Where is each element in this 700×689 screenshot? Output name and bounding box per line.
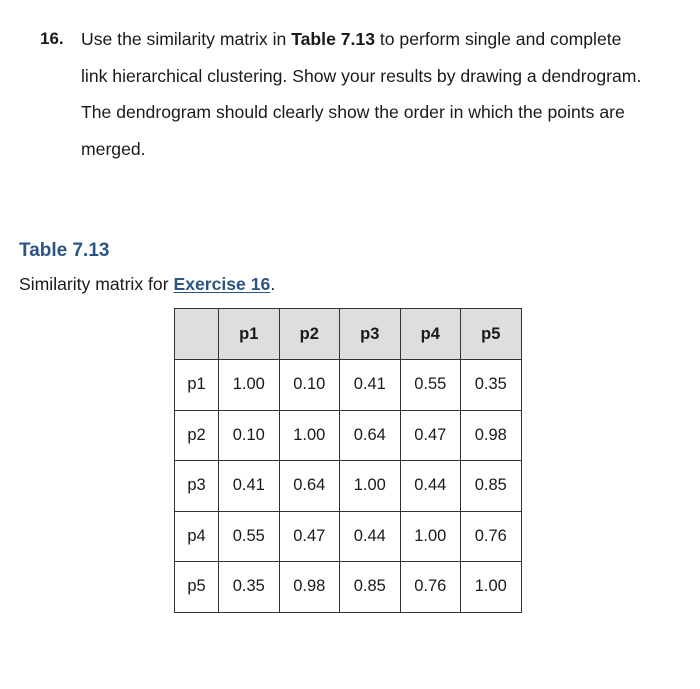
- table-cell: 0.35: [461, 360, 522, 411]
- table-cell: 0.85: [461, 461, 522, 512]
- exercise-line-1-text-b: to perform single and complete: [374, 29, 622, 49]
- exercise-line-2: link hierarchical clustering. Show your results by drawing a dendrogram.: [81, 65, 642, 86]
- table-row: [175, 511, 522, 562]
- table-row: [175, 360, 522, 411]
- table-cell: 0.55: [400, 360, 461, 411]
- row-header: p3: [175, 461, 219, 512]
- table-cell: 1.00: [400, 511, 461, 562]
- table-cell: 0.98: [279, 562, 340, 613]
- exercise-line-1: [81, 21, 681, 58]
- header-row: [175, 309, 522, 360]
- table-reference: Table 7.13: [291, 29, 375, 49]
- similarity-matrix-table: [174, 308, 522, 613]
- table-cell: 0.44: [400, 461, 461, 512]
- table-row: [175, 461, 522, 512]
- table-cell: 0.41: [340, 360, 401, 411]
- exercise-text: [81, 21, 681, 167]
- exercise-line-1-text-a: Use the similarity matrix in: [81, 29, 292, 49]
- exercise-line-4: merged.: [81, 138, 146, 159]
- table-cell: 0.76: [461, 511, 522, 562]
- table-row: [175, 410, 522, 461]
- table-cell: 0.44: [340, 511, 401, 562]
- column-header: p4: [400, 309, 461, 360]
- table-title: Table 7.13: [19, 240, 110, 261]
- table-cell: 1.00: [461, 562, 522, 613]
- table-cell: 0.55: [219, 511, 280, 562]
- column-header: p1: [219, 309, 280, 360]
- table-caption: [19, 274, 275, 295]
- row-header: p1: [175, 360, 219, 411]
- caption-prefix: Similarity matrix for: [19, 274, 174, 294]
- caption-suffix: .: [270, 274, 276, 294]
- column-header: p5: [461, 309, 522, 360]
- table-cell: 0.64: [279, 461, 340, 512]
- row-header: p4: [175, 511, 219, 562]
- table-cell: 0.35: [219, 562, 280, 613]
- table-cell: 0.64: [340, 410, 401, 461]
- table-cell: 0.98: [461, 410, 522, 461]
- table-cell: 0.10: [279, 360, 340, 411]
- table-cell: 1.00: [219, 360, 280, 411]
- corner-cell: [175, 309, 219, 360]
- table-cell: 0.47: [279, 511, 340, 562]
- table-cell: 0.10: [219, 410, 280, 461]
- table-cell: 0.76: [400, 562, 461, 613]
- table-row: [175, 562, 522, 613]
- exercise-line-3: The dendrogram should clearly show the order in which the points are: [81, 102, 625, 122]
- exercise-number: 16.: [40, 29, 64, 48]
- table-cell: 1.00: [340, 461, 401, 512]
- table-cell: 0.41: [219, 461, 280, 512]
- table-cell: 1.00: [279, 410, 340, 461]
- row-header: p2: [175, 410, 219, 461]
- table-cell: 0.85: [340, 562, 401, 613]
- column-header: p3: [340, 309, 401, 360]
- column-header: p2: [279, 309, 340, 360]
- table-cell: 0.47: [400, 410, 461, 461]
- row-header: p5: [175, 562, 219, 613]
- exercise-16-link[interactable]: Exercise 16: [173, 274, 271, 294]
